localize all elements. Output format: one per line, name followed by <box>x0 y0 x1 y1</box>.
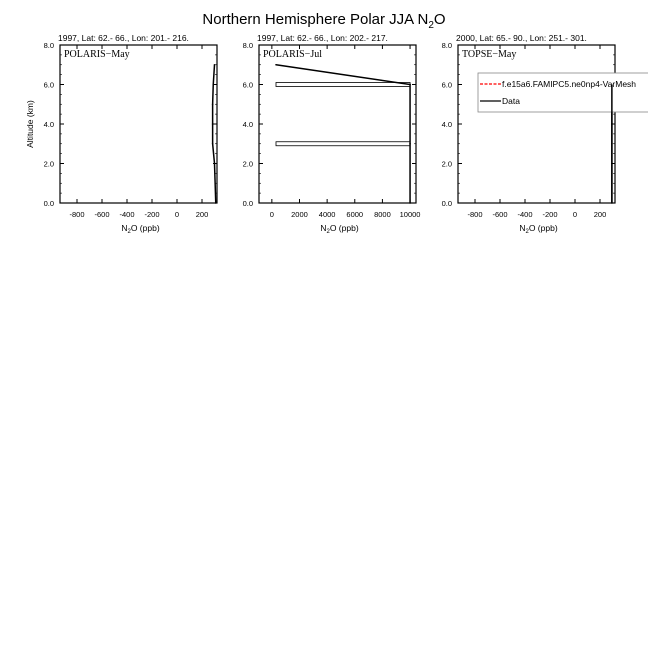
range-bar <box>276 142 410 146</box>
data-point <box>214 64 216 66</box>
legend-label: Data <box>502 96 520 106</box>
y-tick-label: 0.0 <box>43 199 54 208</box>
panel-label: POLARIS−May <box>64 49 130 60</box>
x-tick-label: -400 <box>517 210 533 219</box>
plot-frame <box>458 45 615 203</box>
x-tick-label: 0 <box>572 210 578 219</box>
x-tick-label: -200 <box>144 210 160 219</box>
x-tick-label: 8000 <box>374 210 391 219</box>
x-tick-label: -600 <box>94 210 110 219</box>
y-tick-label: 8.0 <box>43 41 54 50</box>
x-tick-label: 6000 <box>346 210 364 219</box>
panel-subtitle: 1997, Lat: 62.- 66., Lon: 201.- 216. <box>58 33 189 43</box>
plot-frame <box>60 45 217 203</box>
x-tick-label: 200 <box>593 210 607 219</box>
x-tick-label: -400 <box>119 210 135 219</box>
data-point <box>409 84 411 86</box>
data-line <box>276 65 410 203</box>
x-tick-label: 2000 <box>291 210 308 219</box>
y-tick-label: 8.0 <box>441 41 452 50</box>
legend <box>478 73 648 112</box>
data-point <box>275 64 277 66</box>
figure-title: Northern Hemisphere Polar JJA $N_2O$ <box>202 11 446 31</box>
x-tick-label: 10000 <box>399 210 421 219</box>
plot-frame <box>259 45 416 203</box>
data-point <box>212 103 214 105</box>
panel-1 <box>25 33 217 235</box>
panel-subtitle: 1997, Lat: 62.- 66., Lon: 202.- 217. <box>257 33 388 43</box>
y-tick-label: 6.0 <box>242 80 253 90</box>
y-tick-label: 4.0 <box>441 120 452 129</box>
y-tick-label: 8.0 <box>242 41 253 50</box>
y-tick-label: 4.0 <box>43 120 54 129</box>
y-axis-label: Altitude (km) <box>25 100 35 148</box>
data-point <box>409 143 411 145</box>
x-tick-label: -200 <box>542 210 558 219</box>
legend-label: f.e15a6.FAMIPC5.ne0np4-VarMesh <box>502 79 637 89</box>
x-tick-label: 0 <box>174 210 180 219</box>
panel-2 <box>243 33 421 235</box>
data-point <box>212 84 214 86</box>
y-tick-label: 4.0 <box>242 120 253 129</box>
x-axis-label: $N_2O$ (ppb) <box>519 223 558 235</box>
x-tick-label: 0 <box>269 210 274 219</box>
data-point <box>212 143 214 145</box>
x-axis-label: $N_2O$ (ppb) <box>320 223 359 235</box>
y-tick-label: 0.0 <box>242 199 253 208</box>
y-tick-label: 6.0 <box>441 80 452 90</box>
data-point <box>214 163 216 165</box>
x-tick-label: -800 <box>69 210 85 219</box>
x-tick-label: -800 <box>467 210 483 219</box>
x-tick-label: 4000 <box>318 210 336 219</box>
panel-label: TOPSE−May <box>462 49 517 60</box>
range-bar <box>276 83 410 87</box>
y-tick-label: 6.0 <box>43 80 54 90</box>
panel-3 <box>442 33 648 235</box>
panel-subtitle: 2000, Lat: 65.- 90., Lon: 251.- 301. <box>456 33 587 43</box>
y-tick-label: 2.0 <box>441 159 452 169</box>
y-tick-label: 0.0 <box>441 199 452 208</box>
x-tick-label: 200 <box>195 210 209 219</box>
panel-label: POLARIS−Jul <box>263 49 322 60</box>
y-tick-label: 2.0 <box>242 159 253 169</box>
x-axis-label: $N_2O$ (ppb) <box>121 223 160 235</box>
y-tick-label: 2.0 <box>43 159 54 169</box>
data-point <box>212 123 214 125</box>
x-tick-label: -600 <box>492 210 508 219</box>
